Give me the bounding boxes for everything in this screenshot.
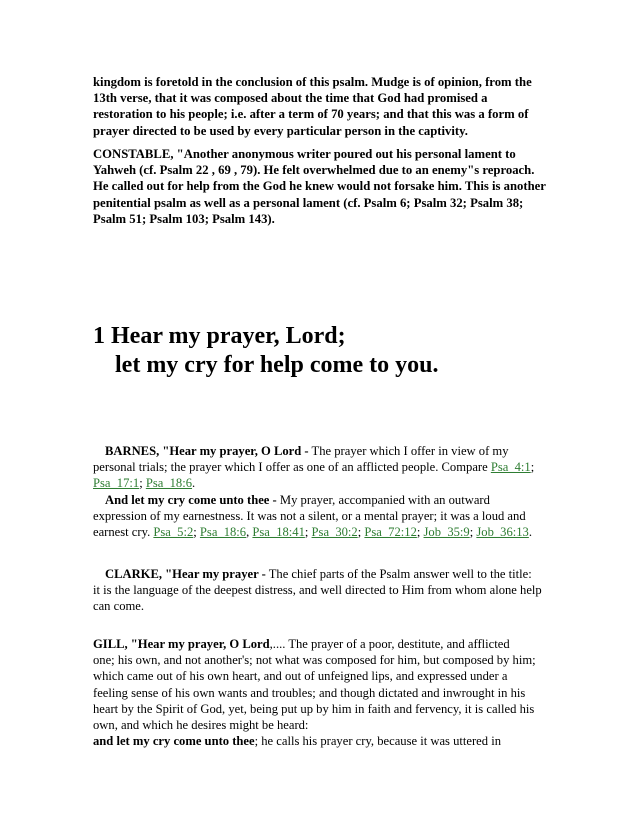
verse-line-2: let my cry for help come to you. bbox=[115, 352, 439, 378]
text-line: prayer directed to be used by every particular person in the captivity. bbox=[93, 123, 468, 138]
scripture-link[interactable]: Job_35:9 bbox=[423, 525, 470, 540]
text-line: 13th verse, that it was composed about the time that God had promised a bbox=[93, 91, 488, 106]
text-line: Yahweh (cf. Psalm 22 , 69 , 79). He felt overwhelmed due to an enemy"s reproach. bbox=[93, 163, 535, 178]
text-line: personal trials; the prayer which I offer as one of an afflicted people. Compare Psa_4:1; bbox=[93, 460, 535, 475]
text-line: restoration to his people; i.e. after a term of 70 years; and that this was a form of bbox=[93, 107, 529, 122]
scripture-link[interactable]: Psa_18:41 bbox=[252, 525, 305, 540]
scripture-link[interactable]: Psa_17:1 bbox=[93, 476, 140, 491]
text-line: it is the language of the deepest distress, and well directed to Him from whom alone help bbox=[93, 583, 542, 598]
text-line: heart by the Spirit of God, yet, being put up by him in faith and fervency, it is called his bbox=[93, 701, 535, 716]
barnes-commentary bbox=[93, 443, 553, 540]
gill-lead: GILL, "Hear my prayer, O Lord bbox=[93, 637, 270, 651]
text-line: CONSTABLE, "Another anonymous writer poured out his personal lament to bbox=[93, 147, 516, 161]
text-line: He called out for help from the God he knew would not forsake him. This is another bbox=[93, 179, 546, 194]
text-line bbox=[93, 636, 553, 652]
text-line: Psalm 51; Psalm 103; Psalm 143). bbox=[93, 211, 275, 226]
scripture-link[interactable]: Job_36:13 bbox=[476, 525, 529, 540]
text-line: earnest cry. Psa_5:2; Psa_18:6, Psa_18:41; Psa_30:2; Psa_72:12; Job_35:9; Job_36:13. bbox=[93, 525, 533, 540]
barnes-text: My prayer, accompanied with an outward bbox=[276, 492, 490, 507]
clarke-lead: CLARKE, "Hear my prayer - bbox=[105, 567, 266, 581]
scripture-link[interactable]: Psa_30:2 bbox=[311, 525, 358, 540]
barnes-text: earnest cry. bbox=[93, 525, 154, 540]
text-line bbox=[93, 443, 553, 459]
barnes-lead: BARNES, "Hear my prayer, O Lord - bbox=[105, 444, 309, 458]
scripture-link[interactable]: Psa_18:6 bbox=[145, 476, 193, 491]
gill-text: ; he calls his prayer cry, because it was uttered in bbox=[254, 734, 502, 748]
text-line: one; his own, and not another's; not what was composed for him, but composed by him; bbox=[93, 653, 536, 668]
text-line: penitential psalm as well as a personal lament (cf. Psalm 6; Psalm 32; Psalm 38; bbox=[93, 195, 524, 210]
text-line: expression of my earnestness. It was not a silent, or a mental prayer; it was a loud and bbox=[93, 508, 526, 523]
verse-line-1: 1 Hear my prayer, Lord; bbox=[93, 323, 346, 349]
gill-lead-2: and let my cry come unto thee bbox=[93, 734, 255, 748]
text-line bbox=[93, 492, 553, 508]
scripture-link[interactable]: Psa_72:12 bbox=[364, 525, 417, 540]
text-line: Psa_17:1; Psa_18:6. bbox=[93, 476, 196, 491]
text-line: own, and which he desires might be heard: bbox=[93, 718, 309, 733]
text-line: can come. bbox=[93, 599, 145, 614]
gill-commentary bbox=[93, 636, 553, 733]
barnes-text: personal trials; the prayer which I offer as one of an afflicted people. Compare bbox=[93, 460, 491, 475]
text-line: feeling sense of his own wants and troubles; and though dictated and inwrought in his bbox=[93, 685, 526, 700]
text-line bbox=[93, 733, 553, 749]
barnes-lead-2: And let my cry come unto thee - bbox=[105, 492, 277, 507]
clarke-text: The chief parts of the Psalm answer well to the title: bbox=[265, 567, 532, 581]
verse-heading bbox=[93, 322, 553, 380]
scripture-link[interactable]: Psa_4:1 bbox=[490, 460, 531, 475]
scripture-link[interactable]: Psa_18:6 bbox=[199, 525, 247, 540]
gill-commentary-continued bbox=[93, 733, 553, 749]
barnes-text: The prayer which I offer in view of my bbox=[308, 444, 509, 458]
scripture-link[interactable]: Psa_5:2 bbox=[153, 525, 194, 540]
text-line: which came out of his own heart, and out of unfeigned lips, and expressed under a bbox=[93, 669, 508, 684]
text-line bbox=[93, 566, 553, 582]
mudge-paragraph bbox=[93, 74, 553, 139]
text-line: kingdom is foretold in the conclusion of this psalm. Mudge is of opinion, from the bbox=[93, 75, 532, 89]
gill-text: ,.... The prayer of a poor, destitute, and afflicted bbox=[269, 637, 510, 651]
clarke-commentary bbox=[93, 566, 553, 615]
constable-paragraph bbox=[93, 146, 553, 227]
